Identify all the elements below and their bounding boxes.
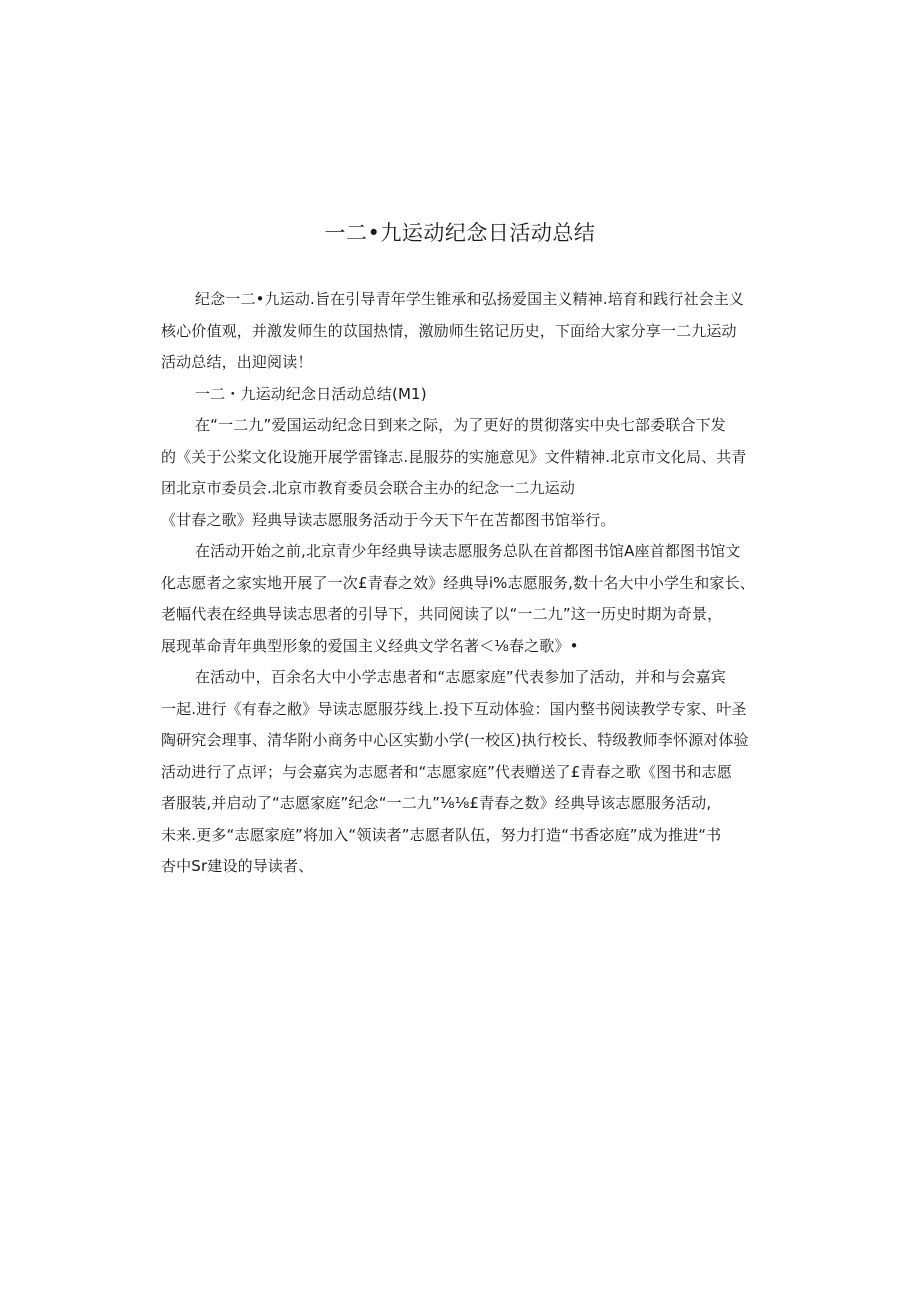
paragraph-line: 纪念一二•九运动.旨在引导青年学生锥承和弘扬爱国主义精神.培育和践行社会主义 bbox=[195, 290, 745, 308]
paragraph-line: 未来.更多“志愿家庭”将加入“领读者”志愿者队伍，努力打造“书香宓庭”成为推进“书 bbox=[161, 825, 722, 844]
paragraph-line: 杏中Sr建设的导读者、 bbox=[161, 857, 314, 875]
paragraph-line: 的《关于公桨文化设施开展学雷锋志.昆服芬的实施意见》文件精神.北京市文化局、共青 bbox=[161, 447, 747, 466]
paragraph-line: 团北京市委员会.北京市教育委员会联合主办的纪念一二九运动 bbox=[161, 479, 575, 497]
paragraph-line: 陶研究会理事、清华附小商务中心区实勤小学(一校区)执行校长、特级教师李怀源对体验 bbox=[161, 731, 749, 749]
paragraph-line: 在活动中，百余名大中小学志患者和“志愿家庭”代表参加了活动，并和与会嘉宾 bbox=[195, 668, 726, 686]
paragraph-line: 活动进行了点评；与会嘉宾为志愿者和“志愿家庭”代表赠送了£青春之歌《图书和志愿 bbox=[161, 762, 732, 781]
paragraph-line: 老幅代表在经典导读志思者的引导下，共同阅读了以“一二九”这一历史时期为奇景， bbox=[161, 605, 723, 623]
paragraph-line: 化志愿者之家实地开展了一次£青春之效》经典导i%志愿服务,数十名大中小学生和家长、 bbox=[161, 573, 755, 592]
paragraph-line: 活动总结，出迎阅读！ bbox=[161, 353, 313, 371]
document-title: 一二•九运动纪念日活动总结 bbox=[324, 221, 596, 245]
section-heading: 一二・九运动纪念日活动总结(M1) bbox=[195, 384, 427, 403]
paragraph-line: 在“一二九”爱国运动纪念日到来之际，为了更好的贯彻落实中央七部委联合下发 bbox=[195, 416, 726, 434]
paragraph-line: 《甘春之歌》羟典导读志愿服务活动于今天下午在苫都图书馆举行。 bbox=[161, 510, 616, 529]
paragraph-line: 展现革命青年典型形象的爱国主义经典文学名著＜⅛春之歌》• bbox=[161, 636, 579, 655]
document-body bbox=[161, 284, 761, 883]
paragraph-line: 者服装,并启动了“志愿家庭”纪念“一二九”⅛⅛£青春之数》经典导该志愿服务活动, bbox=[161, 794, 712, 812]
paragraph-line: 一起.进行《有春之敝》导读志愿服芬线上.投下互动体验：国内整书阅读教学专家、叶圣 bbox=[161, 699, 747, 718]
paragraph-line: 在活动开始之前,北京青少年经典导读志愿服务总队在首都图书馆A座首都图书馆文 bbox=[195, 542, 741, 560]
paragraph-line: 核心价值观，并激发师生的苡国热情，激励师生铭记历史，下面给大家分享一二九运动 bbox=[161, 321, 737, 340]
